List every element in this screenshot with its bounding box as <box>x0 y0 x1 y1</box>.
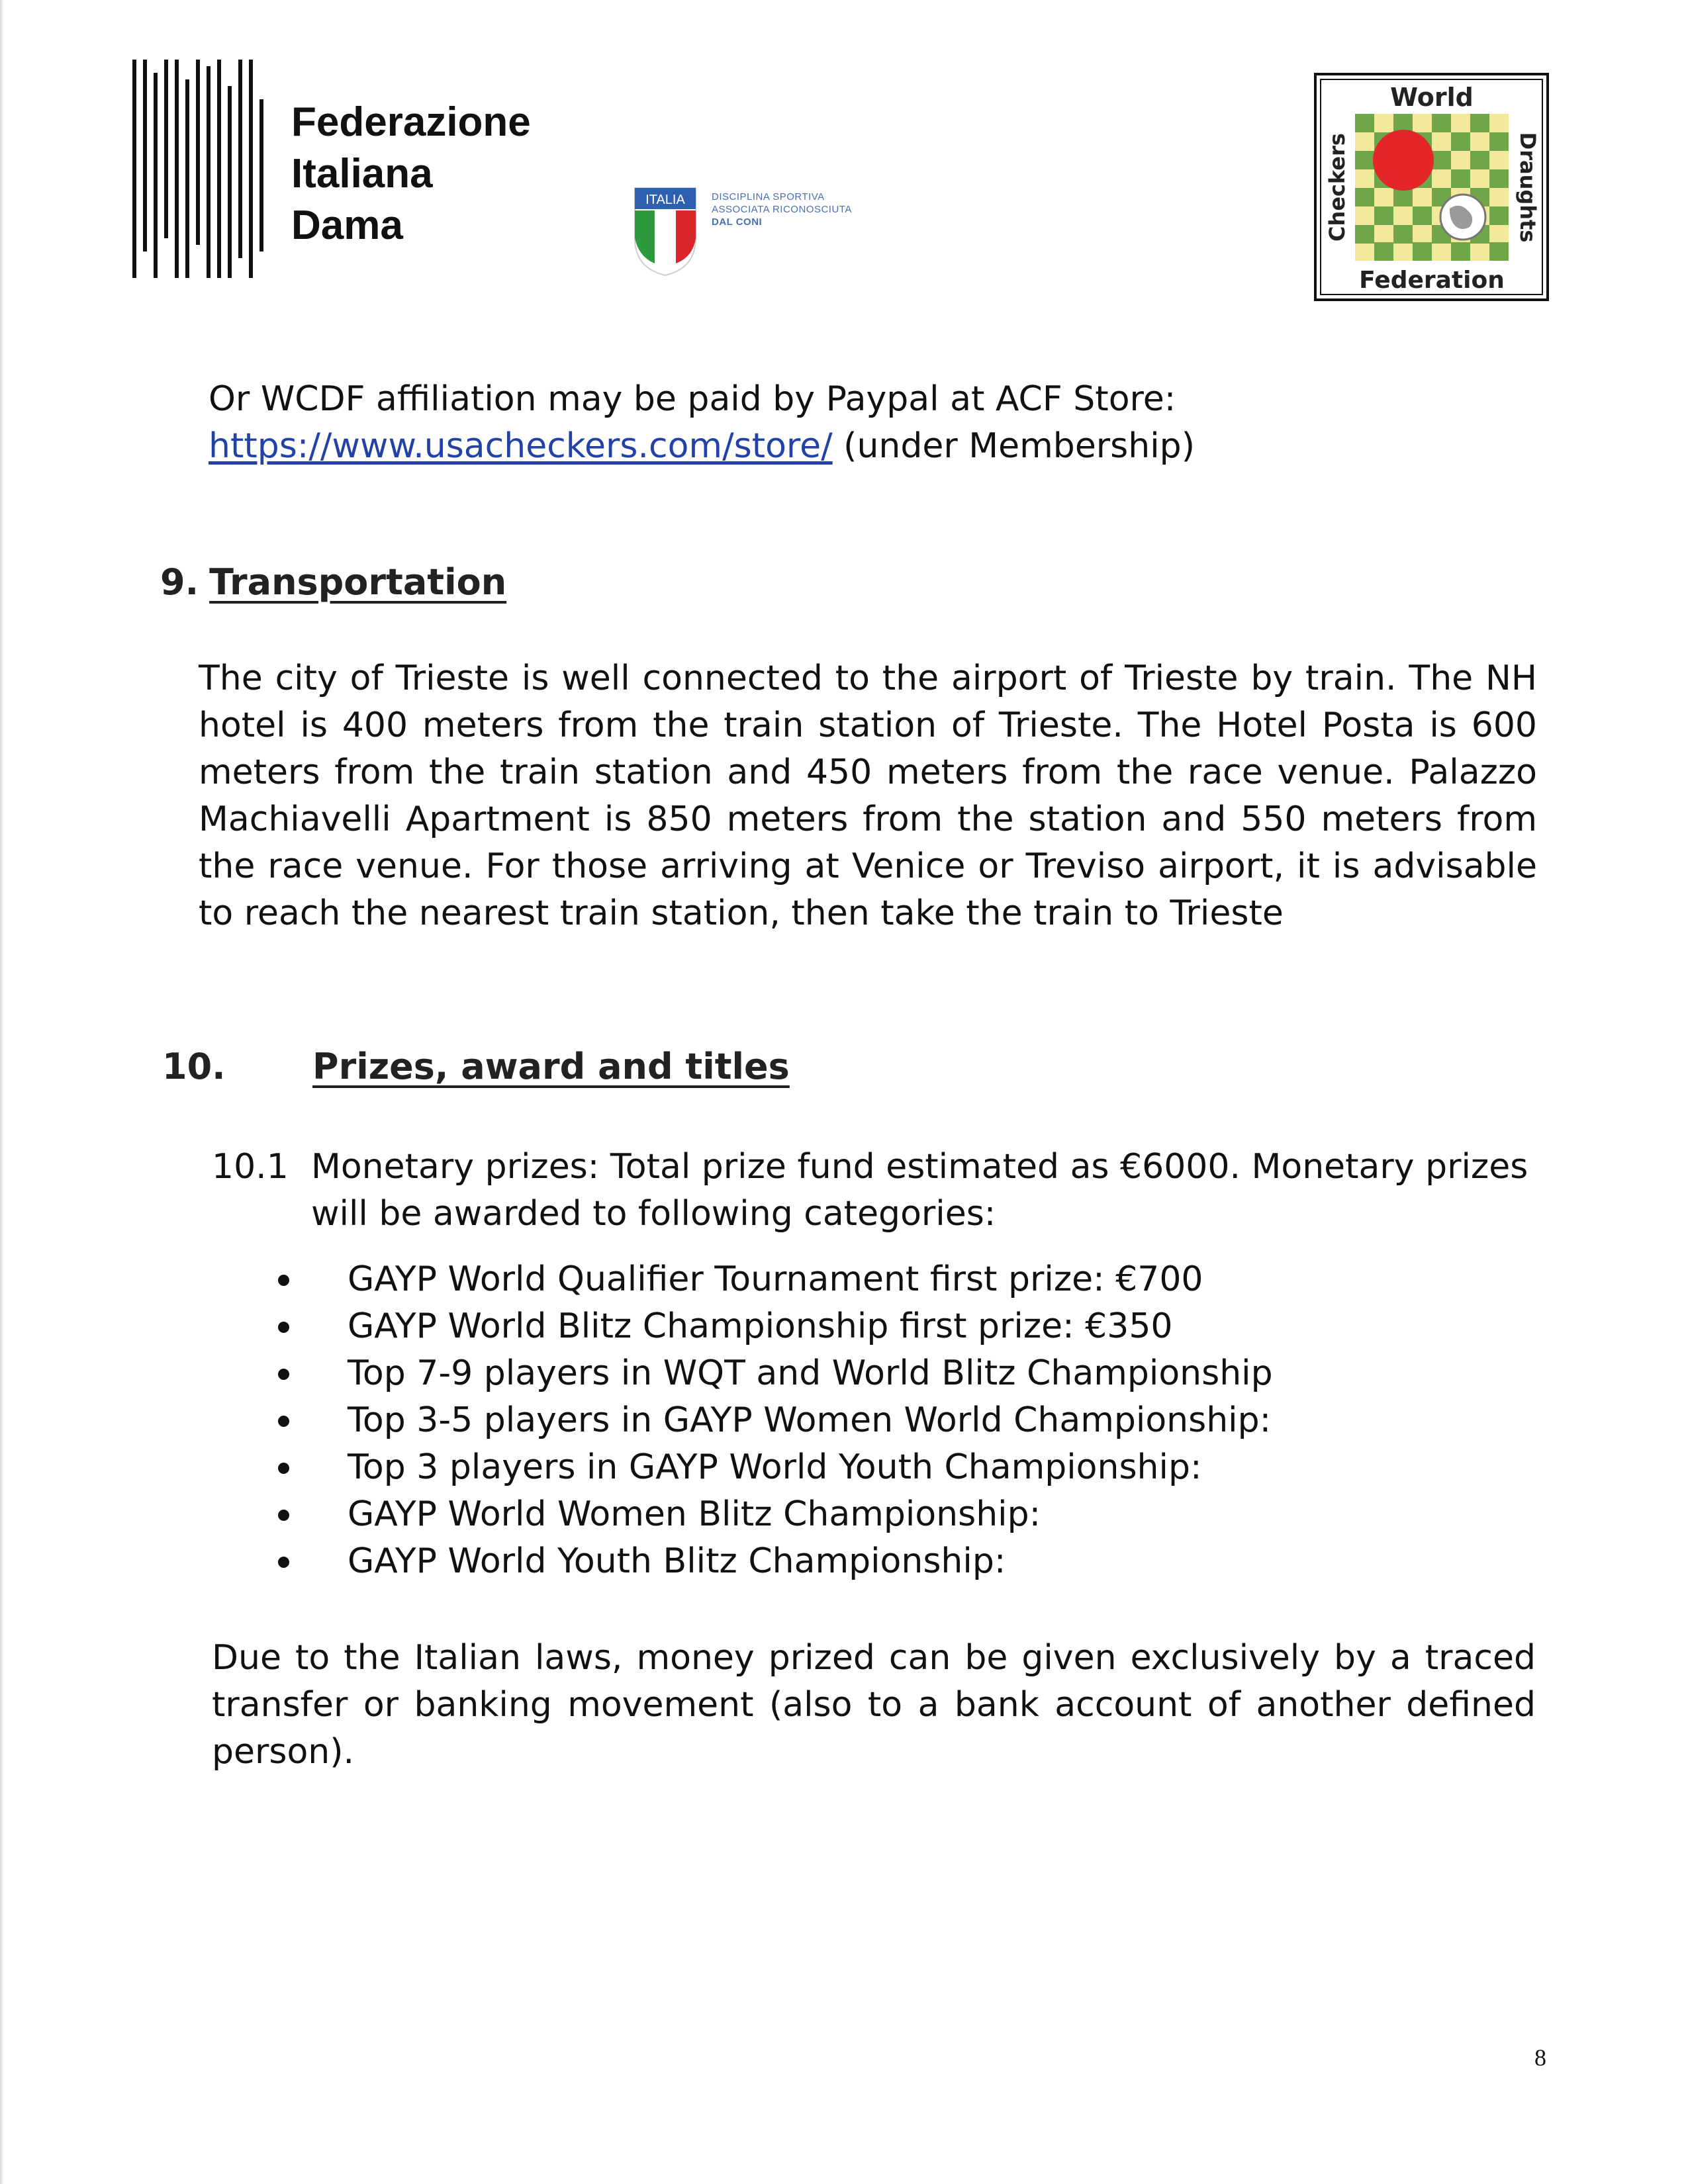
fid-logo <box>132 60 543 285</box>
fid-name-line: Federazione <box>291 99 531 145</box>
list-item-text: GAYP World Qualifier Tournament first prize: €700 <box>348 1259 1203 1299</box>
list-item-text: GAYP World Women Blitz Championship: <box>348 1494 1041 1534</box>
wcdf-bottom-label: Federation <box>1359 267 1505 294</box>
fid-name-line: Dama <box>291 203 403 248</box>
section-10-heading <box>162 1046 790 1087</box>
globe-icon <box>1440 195 1485 240</box>
list-item-text: GAYP World Blitz Championship first prize: €350 <box>348 1306 1173 1346</box>
list-item <box>278 1256 1536 1303</box>
bullet-icon <box>278 1463 289 1474</box>
transportation-paragraph: The city of Trieste is well connected to the airport of Trieste by train. The NH hotel is 400 meters from the train station of Trieste. The Hotel Posta is 600 meters from the train station and 450 meters from the race venue. Palazzo Machiavelli Apartment is 850 meters from the station and 550 meters from the race venue. For those arriving at Venice or Treviso airport, it is advisable to reach the nearest train station, then take the train to Trieste <box>199 659 1537 933</box>
wcdf-logo <box>1314 73 1549 301</box>
coni-badge-label: ITALIA <box>645 193 685 207</box>
list-item <box>278 1397 1536 1444</box>
list-item <box>278 1491 1536 1538</box>
list-item-text: Top 3-5 players in GAYP Women World Championship: <box>348 1400 1272 1440</box>
bullet-icon <box>278 1510 289 1521</box>
checkerboard-icon <box>1355 114 1509 261</box>
bullet-icon <box>278 1557 289 1568</box>
page-number: 8 <box>1534 2044 1546 2071</box>
list-item <box>278 1538 1536 1585</box>
monetary-prizes-text: Monetary prizes: Total prize fund estimated as €6000. Monetary prizes will be awarded to following categories: <box>311 1147 1528 1234</box>
wcdf-left-label: Checkers <box>1325 133 1350 242</box>
subsection-number: 10.1 <box>212 1147 289 1187</box>
affiliation-link-suffix: (under Membership) <box>832 426 1195 466</box>
affiliation-link-line <box>209 423 1466 470</box>
section-9-heading <box>160 561 506 603</box>
section-10-number: 10. <box>162 1046 226 1087</box>
bullet-icon <box>278 1369 289 1380</box>
coni-text <box>712 191 852 228</box>
fid-name <box>291 97 531 251</box>
scan-edge <box>0 0 4 2184</box>
section-10-title: Prizes, award and titles <box>312 1046 790 1087</box>
coni-text-line: DAL CONI <box>712 216 763 228</box>
affiliation-line: Or WCDF affiliation may be paid by Paypal at ACF Store: <box>209 379 1176 419</box>
fid-name-line: Italiana <box>291 151 433 197</box>
list-item-text: Top 7-9 players in WQT and World Blitz Championship <box>348 1353 1273 1393</box>
wcdf-right-label: Draughts <box>1515 132 1540 243</box>
section-9-number: 9. <box>160 561 199 603</box>
bullet-icon <box>278 1275 289 1286</box>
coni-logo <box>632 185 897 278</box>
acf-store-link[interactable]: https://www.usacheckers.com/store/ <box>209 426 833 466</box>
coni-text-line: ASSOCIATA RICONOSCIUTA <box>712 204 852 215</box>
wcdf-top-label: World <box>1390 83 1474 112</box>
section-9-title: Transportation <box>209 561 507 603</box>
italian-laws-paragraph: Due to the Italian laws, money prized can be given exclusively by a traced transfer or banking movement (also to a bank account of another defined person). <box>212 1638 1536 1772</box>
list-item <box>278 1444 1536 1491</box>
red-piece-icon <box>1373 130 1434 191</box>
affiliation-paragraph <box>209 376 1466 470</box>
list-item-text: GAYP World Youth Blitz Championship: <box>348 1541 1006 1581</box>
bullet-icon <box>278 1416 289 1427</box>
list-item-text: Top 3 players in GAYP World Youth Championship: <box>348 1447 1202 1487</box>
bullet-icon <box>278 1322 289 1333</box>
fid-bars-icon <box>132 60 265 278</box>
list-item <box>278 1303 1536 1350</box>
list-item <box>278 1350 1536 1397</box>
italia-shield-icon <box>632 185 698 278</box>
coni-text-line: DISCIPLINA SPORTIVA <box>712 191 825 203</box>
prize-categories-list <box>278 1256 1536 1585</box>
